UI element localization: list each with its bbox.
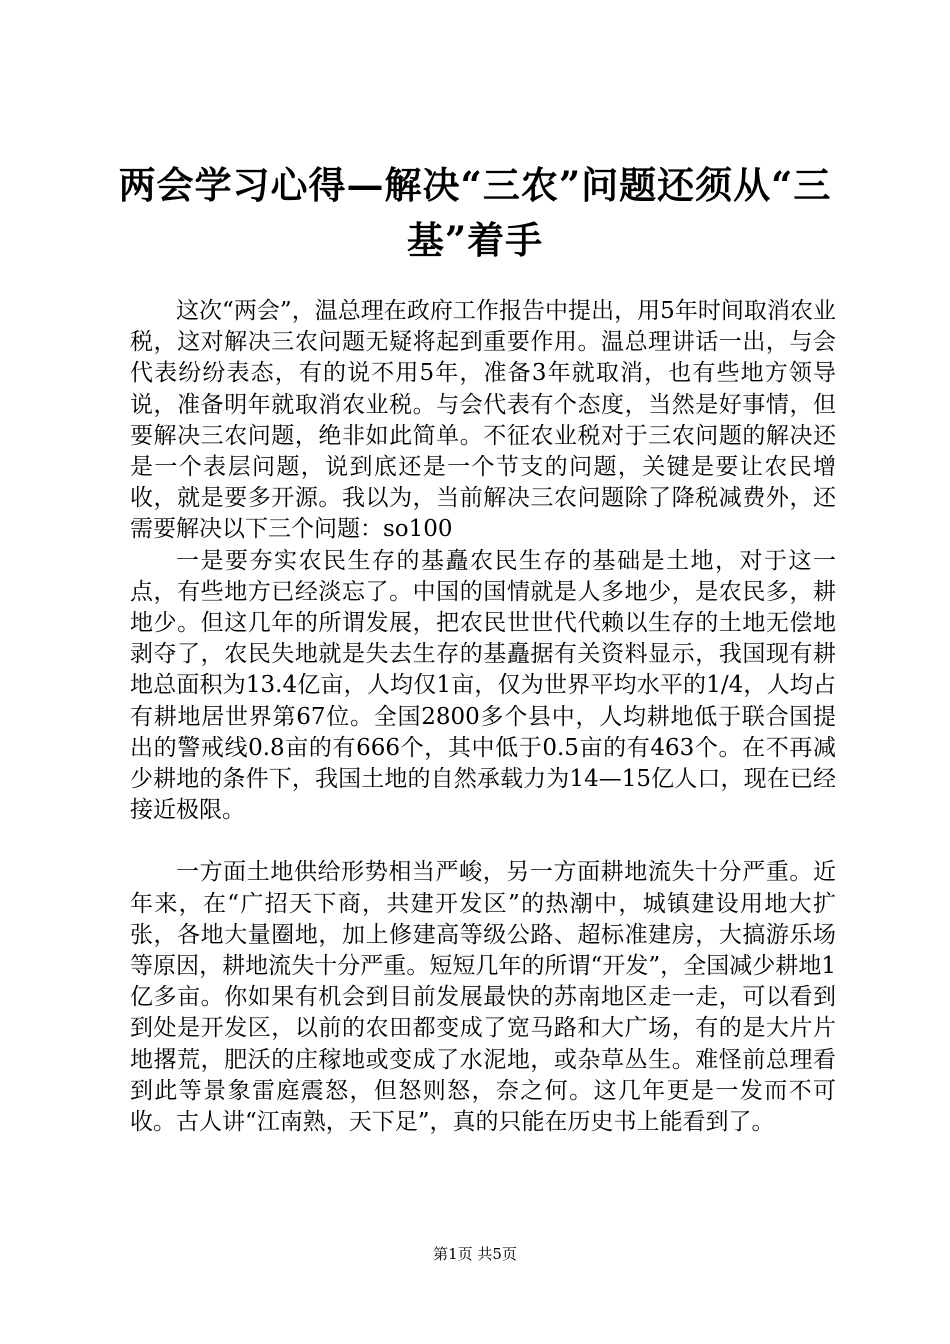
document-title: 两会学习心得—解决“三农”问题还须从“三基”着手 — [118, 163, 832, 262]
paragraph-3: 一方面土地供给形势相当严峻，另一方面耕地流失十分严重。近年来，在“广招天下商，共建开发区”的热潮中，城镇建设用地大扩张，各地大量圈地，加上修建高等级公路、超标准建房，大搞游乐场等原因，耕地流失十分严重。短短几年的所谓“开发”，全国减少耕地1亿多亩。你如果有机会到目前发展最快的苏南地区走一走，可以看到到处是开发区，以前的农田都变成了宽马路和大广场，有的是大片片地撂荒，肥沃的庄稼地或变成了水泥地，或杂草丛生。难怪前总理看到此等景象雷庭震怒，但怒则怒，奈之何。这几年更是一发而不可收。古人讲“江南熟，天下足”，真的只能在历史书上能看到了。 — [130, 859, 836, 1136]
document-body — [130, 296, 836, 1138]
paragraph-1: 这次“两会”，温总理在政府工作报告中提出，用5年时间取消农业税，这对解决三农问题无疑将起到重要作用。温总理讲话一出，与会代表纷纷表态，有的说不用5年，准备3年就取消，也有些地方领导说，准备明年就取消农业税。与会代表有个态度，当然是好事情，但要解决三农问题，绝非如此简单。不征农业税对于三农问题的解决还是一个表层问题，说到底还是一个节支的问题，关键是要让农民增收，就是要多开源。我以为，当前解决三农问题除了降税减费外，还需要解决以下三个问题：so100 — [130, 298, 836, 543]
paragraph-2: 一是要夯实农民生存的基矗农民生存的基础是土地，对于这一点，有些地方已经淡忘了。中国的国情就是人多地少，是农民多，耕地少。但这几年的所谓发展，把农民世世代代赖以生存的土地无偿地剥夺了，农民失地就是失去生存的基矗据有关资料显示，我国现有耕地总面积为13.4亿亩，人均仅1亩，仅为世界平均水平的1/4，人均占有耕地居世界第67位。全国2800多个县中，人均耕地低于联合国提出的警戒线0.8亩的有666个，其中低于0.5亩的有463个。在不再减少耕地的条件下，我国土地的自然承载力为14—15亿人口，现在已经接近极限。 — [130, 547, 836, 824]
page-footer: 第1页 共5页 — [433, 1245, 517, 1263]
